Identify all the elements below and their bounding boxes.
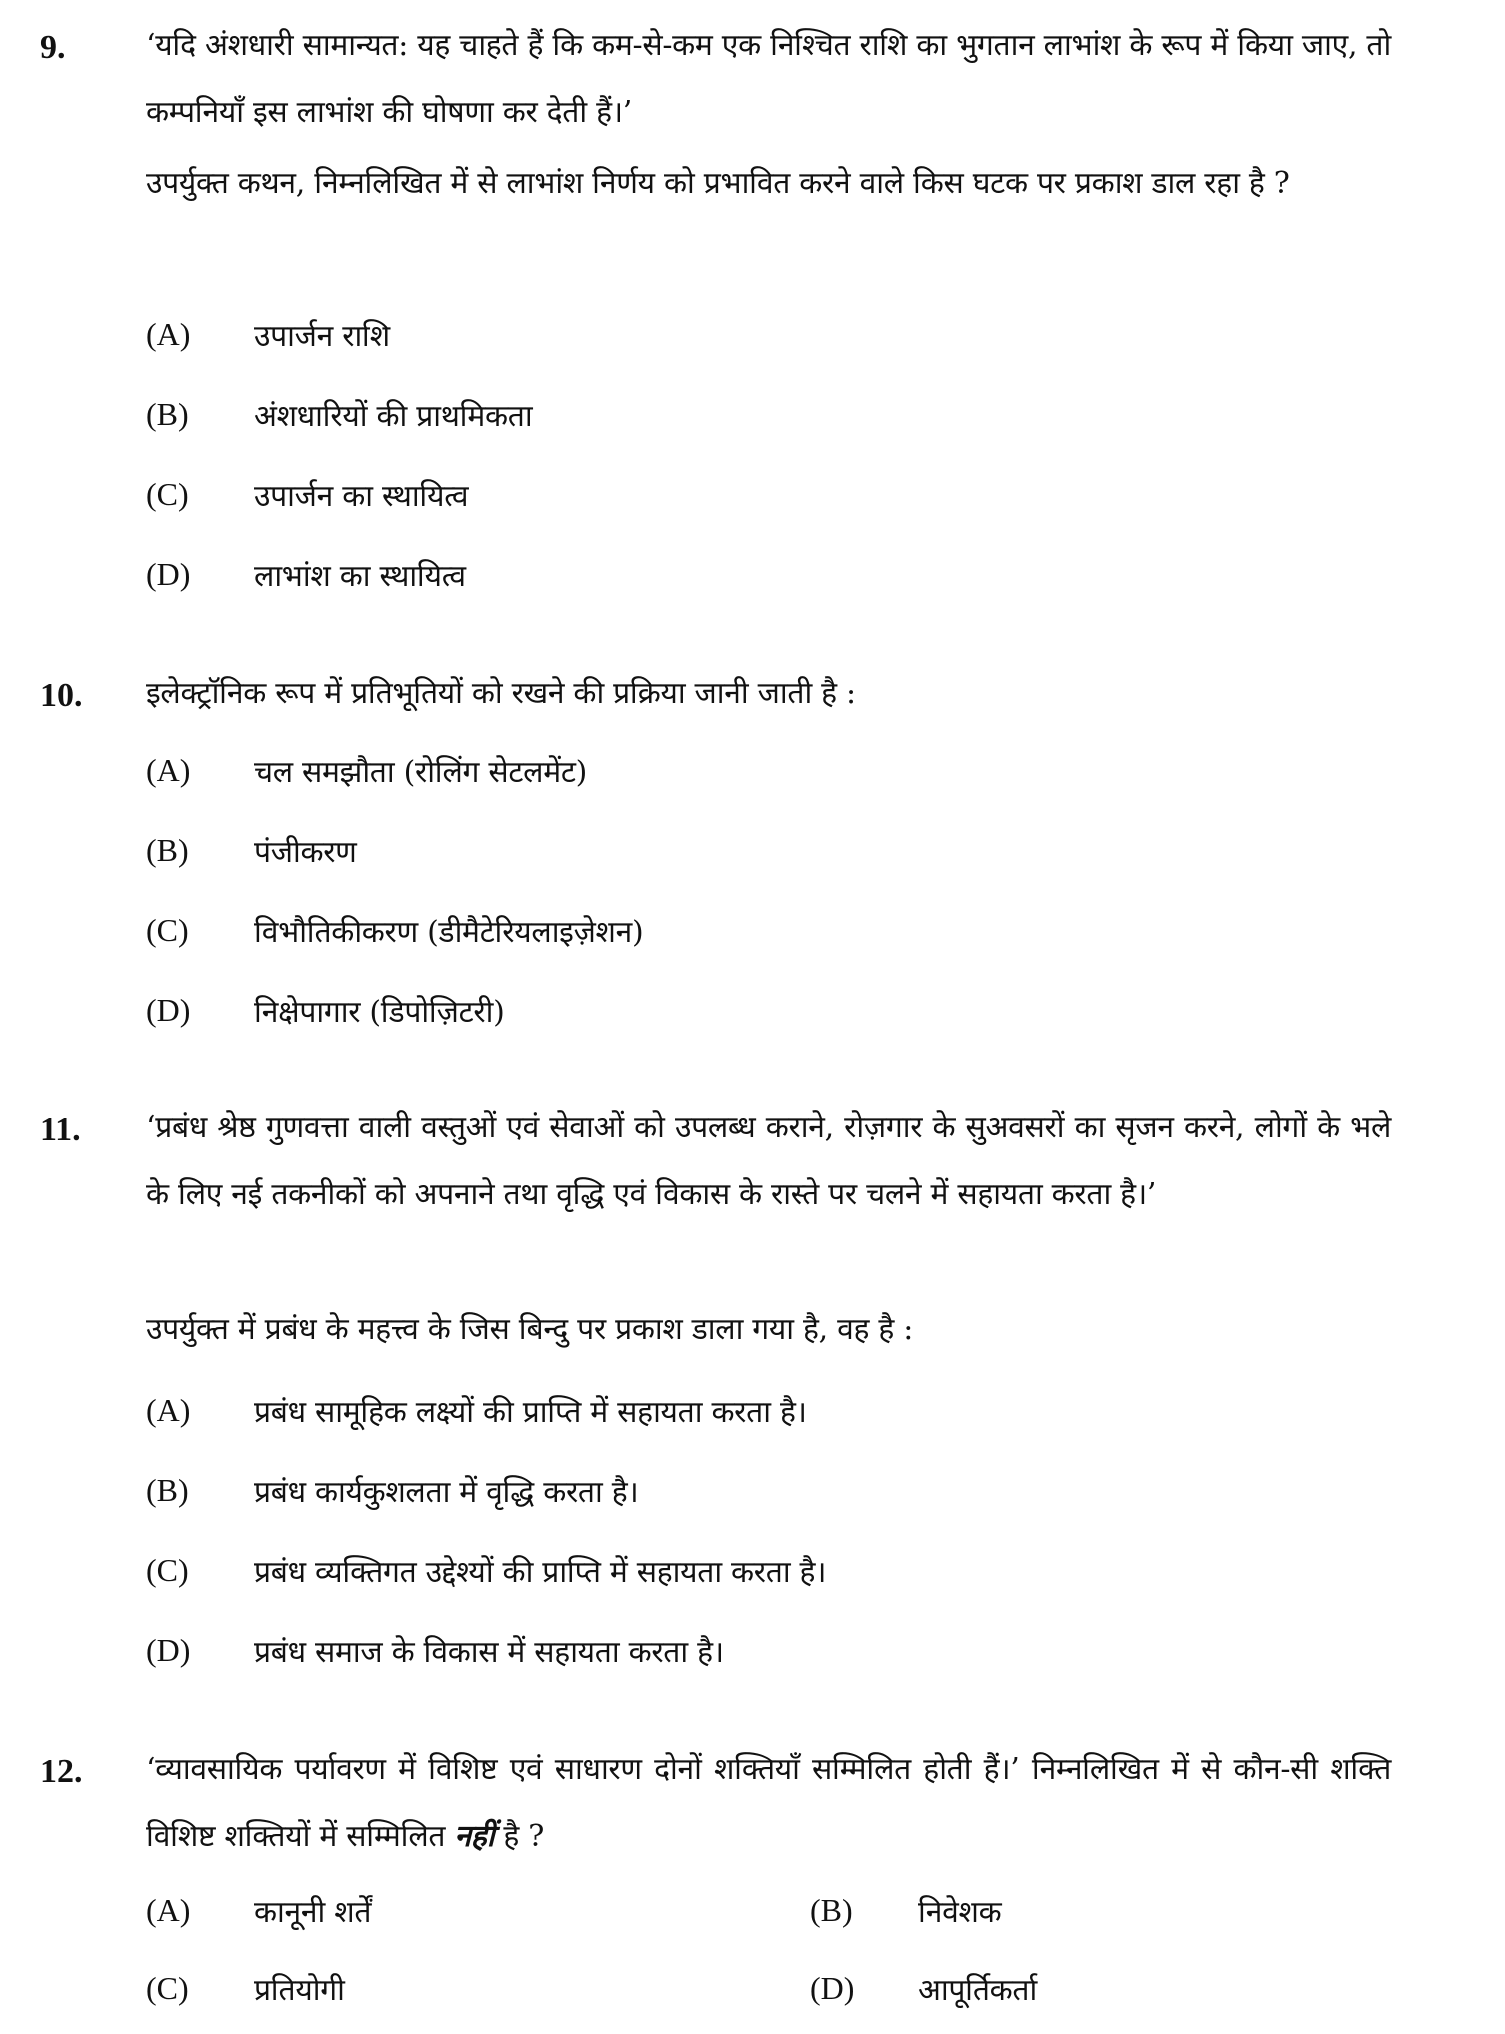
option-text: अंशधारियों की प्राथमिकता [254,398,533,434]
question-number: 9. [40,29,66,66]
question-number: 10. [40,677,83,714]
option-b[interactable] [146,828,357,872]
option-label: (C) [146,911,189,948]
option-text: लाभांश का स्थायित्व [254,558,466,594]
option-b[interactable] [146,1468,638,1512]
option-d[interactable] [146,1628,724,1672]
option-d[interactable] [810,1966,1037,2010]
option-a[interactable] [146,312,390,356]
option-text: प्रबंध व्यक्तिगत उद्देश्यों की प्राप्ति में सहायता करता है। [254,1554,827,1590]
option-c[interactable] [146,908,643,952]
option-text: प्रबंध सामूहिक लक्ष्यों की प्राप्ति में सहायता करता है। [254,1394,807,1430]
option-a[interactable] [146,748,587,792]
option-label: (C) [146,1551,189,1588]
option-c[interactable] [146,472,468,516]
option-label: (B) [810,1891,853,1928]
option-text: प्रबंध समाज के विकास में सहायता करता है। [254,1634,724,1670]
stem-text-end: है ? [494,1819,545,1854]
option-label: (A) [146,1891,191,1928]
option-label: (D) [146,555,191,592]
option-label: (A) [146,1391,191,1428]
option-d[interactable] [146,988,505,1032]
option-label: (B) [146,1471,189,1508]
option-a[interactable] [146,1888,371,1932]
option-a[interactable] [146,1388,807,1432]
question-prompt: उपर्युक्त में प्रबंध के महत्त्व के जिस बिन्दु पर प्रकाश डाला गया है, वह है : [146,1312,914,1347]
option-d[interactable] [146,552,466,596]
option-label: (A) [146,315,191,352]
option-text: आपूर्तिकर्ता [918,1972,1037,2008]
question-prompt: उपर्युक्त कथन, निम्नलिखित में से लाभांश निर्णय को प्रभावित करने वाले किस घटक पर प्रकाश डाल रहा है ? [146,166,1290,201]
question-stem [146,1736,1391,1870]
option-b[interactable] [810,1888,1001,1932]
option-text: प्रबंध कार्यकुशलता में वृद्धि करता है। [254,1474,639,1510]
option-label: (B) [146,395,189,432]
option-label: (C) [146,475,189,512]
stem-text: ‘व्यावसायिक पर्यावरण में विशिष्ट एवं साधारण दोनों शक्तियाँ सम्मिलित होती हैं।’ निम्नलिखित में से कौन-सी शक्ति विशिष्ट शक्तियों में सम्मिलित [146,1752,1391,1854]
option-label: (A) [146,751,191,788]
option-label: (D) [146,1631,191,1668]
option-label: (B) [146,831,189,868]
option-text: निक्षेपागार (डिपोज़िटरी) [254,994,505,1030]
stem-emphasis: नहीं [454,1819,495,1854]
option-text: पंजीकरण [254,834,357,870]
option-label: (D) [146,991,191,1028]
option-text: निवेशक [918,1894,1002,1930]
option-label: (D) [810,1969,855,2006]
option-c[interactable] [146,1548,826,1592]
option-b[interactable] [146,392,532,436]
question-stem: ‘प्रबंध श्रेष्ठ गुणवत्ता वाली वस्तुओं एवं सेवाओं को उपलब्ध कराने, रोज़गार के सुअवसरों का सृजन करने, लोगों के भले के लिए नई तकनीकों को अपनाने तथा वृद्धि एवं विकास के रास्ते पर चलने में सहायता करता है।’ [146,1110,1391,1212]
option-text: उपार्जन राशि [254,318,390,354]
option-text: उपार्जन का स्थायित्व [254,478,469,514]
question-stem: ‘यदि अंशधारी सामान्यत: यह चाहते हैं कि कम-से-कम एक निश्चित राशि का भुगतान लाभांश के रूप में किया जाए, तो कम्पनियाँ इस लाभांश की घोषणा कर देती हैं।’ [146,28,1391,130]
option-label: (C) [146,1969,189,2006]
option-c[interactable] [146,1966,345,2010]
question-stem: इलेक्ट्रॉनिक रूप में प्रतिभूतियों को रखने की प्रक्रिया जानी जाती है : [146,676,856,711]
question-number: 11. [40,1111,81,1148]
option-text: चल समझौता (रोलिंग सेटलमेंट) [254,754,588,790]
option-text: कानूनी शर्तें [254,1894,372,1930]
question-number: 12. [40,1753,83,1790]
option-text: विभौतिकीकरण (डीमैटेरियलाइज़ेशन) [254,914,644,950]
option-text: प्रतियोगी [254,1972,345,2008]
